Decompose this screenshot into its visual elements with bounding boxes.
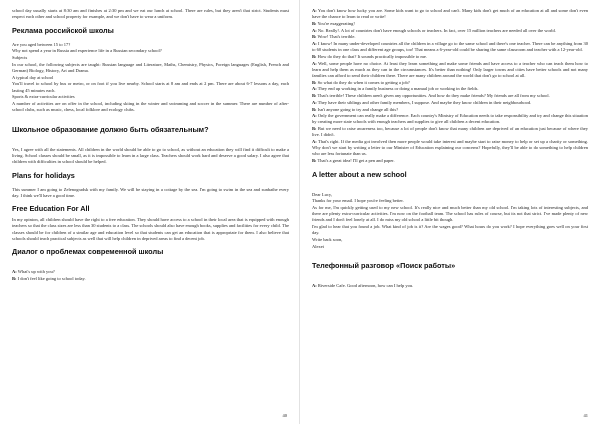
letter-line: Alexei [312,243,324,249]
ad-line: Why not spend a year in Russia and experience life in a Russian secondary school? [12,48,162,54]
letter-body [312,192,588,250]
ad-line: Subjects [12,55,28,61]
ad-line: In our school, the following subjects are taught: Russian language and Literature, Maths, Chemistry, Physics, Foreign languages (English, French and German) Biology, History, Art and Drama. [12,61,289,73]
dialog-text: You don't know how lucky you are. Some kids want to go to school and can't. Many kids don't get much of an education at all and some don't even have the chance to learn to read or write! [312,8,588,20]
speaker-label: A: [312,27,317,33]
letter-line: Dear Lucy, [312,191,332,197]
heading-job-search-phone-call: Телефонный разговор «Поиск работы» [312,261,456,271]
letter-line: As for me, I'm quickly getting used to my new school. It's really nice and much better than my old school. I'm taking lots of interesting subjects, and there are plenty extra-curricular activities. I'm now on the football team. The school has rules of course, but its not that strict. I've made plenty of new friends and I don't feel lonely at all. I do miss my old school a little bit though. [312,205,588,223]
speaker-label: A: [312,283,317,289]
heading-holiday-plans: Plans for holidays [12,170,75,180]
intro-paragraph: school day usually starts at 8:30 am and finishes at 2:30 pm and we eat our lunch at school. There are rules, but they aren't that strict. Students must respect each other and school property for example, and we don't have to wear a uniform. [12,8,289,20]
dialog-line [312,113,588,125]
dialog-continued [312,8,588,164]
dialog-line [312,34,588,40]
speaker-label: B: [312,53,317,59]
dialog-line [312,80,588,86]
heading-school-problems-dialog: Диалог о проблемах современной школы [12,247,164,257]
speaker-label: A: [12,269,17,275]
dialog-text: They end up working in a family business or doing a manual job or working in the fields. [316,86,479,92]
dialog-line [312,100,588,106]
dialog-text: That's terrible! These children aren't given any opportunities. And how do they make friends? My friends are all from my school. [316,93,550,99]
page-number: 40 [282,413,287,418]
dialog-text: They have their siblings and other family members, I suppose. And maybe they know children in their neighbourhood. [316,99,532,105]
speaker-label: A: [312,60,317,66]
dialog-text: That's a great idea! I'll get a pen and paper. [316,158,395,164]
dialog-start [12,269,289,282]
dialog-line [312,283,588,289]
dialog-text: How do they do that? It sounds practically impossible to me. [316,53,427,59]
speaker-label: A: [312,41,317,47]
dialog-line [312,158,588,164]
dialog-line [12,269,289,275]
dialog-text: No. Really!. A lot of countries don't have enough schools or teachers. In fact, over 15 million teachers are needed all over the world. [316,27,556,33]
right-page-content [312,8,588,408]
ad-line: A number of activities are on offer in the school, including skiing in the winter and swimming and soccer in the summer. There are number of after-school clubs, such as music, chess, local folklore and ecology clubs. [12,100,289,113]
right-page [300,0,600,424]
free-education-paragraph: In my opinion, all children should have the right to a free education. They should have access to a school in their local area that is equipped with enough teachers so that the class sizes are less than 30 students to a class. The schools should also have enough books, supplies and facilities for every child. The classes should be for children of a similar age and education level so that students can get an education that is appropriate for them. I also believe that schools should teach practical subjects as well that will help children in deprived areas to find a decent job. [12,217,289,241]
dialog-text: So what do they do when it comes to getting a job? [316,79,410,85]
speaker-label: A: [312,113,317,119]
speaker-label: A: [312,139,317,145]
speaker-label: B: [312,79,317,85]
dialog-line [312,107,588,113]
speaker-label: A: [312,8,317,13]
speaker-label: B: [312,93,317,99]
dialog-text: Only the government can really make a difference. Each country's Ministry of Education needs to take responsibility and try and change this situation by creating more state schools with enough teachers and supplies to give all children a decent education. [312,113,588,125]
speaker-label: B: [312,126,317,132]
dialog-line [312,54,588,60]
dialog-line [12,276,289,282]
dialog-text: But we need to raise awareness too, because a lot of people don't know that many children are deprived of an education just because of where they live. I didn't. [312,126,588,138]
speaker-label: B: [312,106,317,112]
dialog-text: You're exaggerating! [316,20,355,26]
dialog-line [312,21,588,27]
school-ad-text [12,42,289,114]
dialog-text: I don't feel like going to school today. [16,275,86,281]
speaker-label: B: [312,34,317,40]
dialog-text: Isn't anyone going to try and change all this? [316,106,399,112]
dialog-text: Well, some people have no choice. At least they learn something and make some friends and have access to a teacher who can teach them how to learn and help them as much as they can in the circumstances. It's better than nothing! Only larger towns and cities have better schools and not many families can afford to send their children there. There are many children around the world that don't go to school at all. [312,60,588,79]
ad-line: You'll travel to school by bus or metro, or on foot if you live nearby. School starts at 8 am and ends at 2 pm. There are about 6-7 lessons a day, each lasting 45 minutes each. [12,81,289,93]
dialog-line [312,93,588,99]
ad-line: A typical day at school [12,74,54,80]
speaker-label: B: [12,275,17,281]
heading-new-school-letter: A letter about a new school [312,169,407,179]
dialog-line [312,86,588,92]
letter-line: Thanks for your email. I hope you're feeling better. [312,198,404,204]
heading-school-ad: Реклама российской школы [12,25,114,35]
dialog-line [312,8,588,20]
essay-paragraph: Yes, I agree with all the statements. All children in the world should be able to go to school, as without an education they will find it difficult to make a living. School classes should be small, as it is impossible to learn in a large class. Teachers should work hard and deserve a good salary. I also agree that children with difficulties in school should be helped. [12,146,289,165]
dialog-text: I know! In many under-developed countries all the children in a village go to the same school and there's one teacher. There can be anything from 30 to 60 students in one class and different age groups, too! That means a 6-year-old could be sharing the same classroom and teacher with a 12-year-old. [312,41,588,53]
dialog-text: Wow! That's terrible. [316,34,356,40]
ad-line: Are you aged between 15 to 17? [12,41,71,47]
heading-free-education: Free Education For All [12,204,90,214]
letter-line: Write back soon, [312,237,343,243]
speaker-label: B: [312,20,317,26]
speaker-label: A: [312,86,317,92]
dialog-text: That's right. If the media got involved then more people would take interest and maybe start to raise money to help or set up a charity or something. Why don't we start by writing a letter to our Minister of Education explaining our concerns? Hopefully, they'll be able to do something to help children who are less fortunate than us. [312,139,588,157]
speaker-label: A: [312,99,317,105]
dialog-text: Riverside Cafe. Good afternoon, how can I help you. [316,283,414,289]
dialog-line [312,126,588,138]
ad-line: Sports & extra-curricular activities [12,94,75,100]
page-number: 41 [583,413,588,418]
phone-dialog [312,283,588,289]
letter-line: I'm glad to hear that you found a job. What kind of job is it? Are the wages good? What hours do you work? I hope everything goes well on your first day. [312,224,588,236]
dialog-line [312,61,588,80]
left-page-content [12,8,289,408]
dialog-line [312,28,588,34]
dialog-text: What's up with you? [16,269,55,275]
holidays-paragraph: This summer I am going to Zelenogradsk with my family. We will be staying in a cottage by the sea. I'm going to swim in the sea and sunbathe every day. I think we'll have a good time. [12,186,289,198]
heading-compulsory-education: Школьное образование должно быть обязательным? [12,124,209,134]
dialog-line [312,139,588,158]
dialog-line [312,41,588,53]
speaker-label: B: [312,158,317,164]
